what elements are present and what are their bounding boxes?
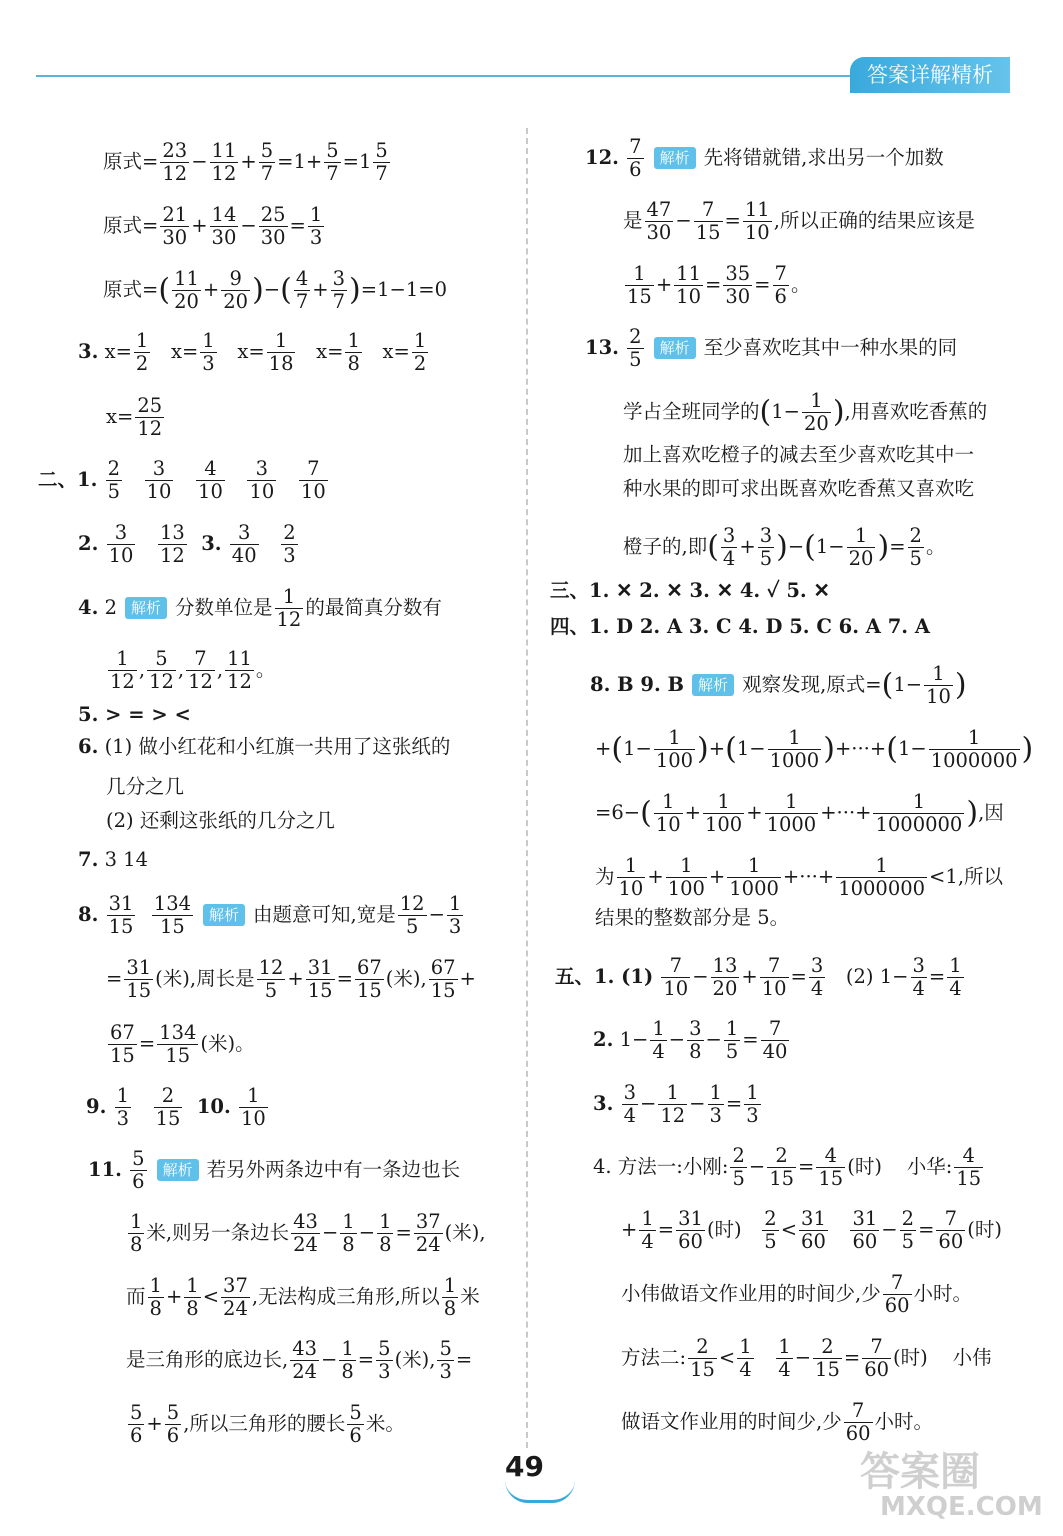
answer-line: $\frac{5}{6}$ + $\frac{5}{6}$ ,所以三角形的腰长 $\frac{5}{6}$ 米。 <box>130 1401 405 1447</box>
answer-line: 学占全班同学的(1− $\frac{1}{20}$ ),用喜欢吃香蕉的 <box>623 389 988 435</box>
answer-line: 2. $\frac{3}{10}$ $\frac{13}{12}$ 3. $\frac{3}{40}$ $\frac{2}{3}$ <box>78 521 296 567</box>
answer-line: 原式=( $\frac{11}{20}$ + $\frac{9}{20}$ )−( $\frac{4}{7}$ + $\frac{3}{7}$ )=1−1=0 <box>103 267 448 313</box>
answer-line: 二、1. $\frac{2}{5}$ $\frac{3}{10}$ $\frac{4}{10}$ $\frac{3}{10}$ $\frac{7}{10}$ <box>38 457 326 503</box>
jiexi-badge: 解析 <box>125 597 167 619</box>
answer-line: (2) 还剩这张纸的几分之几 <box>106 809 335 832</box>
answer-line: 橙子的,即( $\frac{3}{4}$ + $\frac{3}{5}$ )−(1− $\frac{1}{20}$ )= $\frac{2}{5}$ 。 <box>623 524 946 570</box>
answer-line: 4. 方法一:小刚: $\frac{2}{5}$ − $\frac{2}{15}$ = $\frac{4}{15}$ (时) 小华: $\frac{4}{15}$ <box>593 1144 982 1190</box>
answer-line: 为 $\frac{1}{10}$ + $\frac{1}{100}$ + $\frac{1}{1000}$ +···+ $\frac{1}{1000000}$ <1,所以 <box>595 854 1004 900</box>
answer-line: x= $\frac{25}{12}$ <box>106 394 163 440</box>
jiexi-badge: 解析 <box>654 147 696 169</box>
answer-line: 而 $\frac{1}{8}$ + $\frac{1}{8}$ < $\frac{37}{24}$ ,无法构成三角形,所以 $\frac{1}{8}$ 米 <box>126 1274 480 1320</box>
answer-line: 原式= $\frac{23}{12}$ − $\frac{11}{12}$ + $\frac{5}{7}$ =1+ $\frac{5}{7}$ =1 $\frac{5}{7}$ <box>103 139 388 185</box>
answer-line: +(1− $\frac{1}{100}$ )+(1− $\frac{1}{1000}$ )+···+(1− $\frac{1}{1000000}$ ) <box>595 726 1034 772</box>
answer-line: 三、1. ✕ 2. ✕ 3. ✕ 4. ✓ 5. ✕ <box>550 579 830 602</box>
header-tag: 答案详解精析 <box>850 57 1010 93</box>
jiexi-badge: 解析 <box>692 674 734 696</box>
answer-line: = $\frac{31}{15}$ (米),周长是 $\frac{12}{5}$ + $\frac{31}{15}$ = $\frac{67}{15}$ (米), $\frac{67}{15}$ + <box>106 956 476 1002</box>
answer-line: 4. 2 解析 分数单位是 $\frac{1}{12}$ 的最简真分数有 <box>78 585 442 631</box>
answer-line: 加上喜欢吃橙子的减去至少喜欢吃其中一 <box>623 443 975 466</box>
watermark-logo: 答案圈 <box>860 1449 980 1495</box>
jiexi-badge: 解析 <box>157 1159 199 1181</box>
answer-line: + $\frac{1}{4}$ = $\frac{31}{60}$ (时) $\frac{2}{5}$ < $\frac{31}{60}$ $\frac{31}{60}$ − $\frac{2}{5}$ = $\frac{7}{60}$ (时) <box>621 1207 1002 1253</box>
jiexi-badge: 解析 <box>203 904 245 926</box>
answer-line: 8. B 9. B 解析 观察发现,原式=(1− $\frac{1}{10}$ ) <box>590 662 967 708</box>
answer-line: 原式= $\frac{21}{30}$ + $\frac{14}{30}$ − $\frac{25}{30}$ = $\frac{1}{3}$ <box>103 203 323 249</box>
answer-line: 9. $\frac{1}{3}$ $\frac{2}{15}$ 10. $\frac{1}{10}$ <box>86 1084 266 1130</box>
answer-line: 方法二: $\frac{2}{15}$ < $\frac{1}{4}$ $\frac{1}{4}$ − $\frac{2}{15}$ = $\frac{7}{60}$ (时) 小伟 <box>621 1335 992 1381</box>
answer-line: $\frac{1}{12}$ , $\frac{5}{12}$ , $\frac{7}{12}$ , $\frac{11}{12}$ 。 <box>110 647 276 693</box>
watermark-url: MXQE.COM <box>880 1492 1043 1522</box>
answer-line: 3. $\frac{3}{4}$ − $\frac{1}{12}$ − $\frac{1}{3}$ = $\frac{1}{3}$ <box>593 1081 759 1127</box>
answer-line: 几分之几 <box>106 775 185 798</box>
answer-line: 是 $\frac{47}{30}$ − $\frac{7}{15}$ = $\frac{11}{10}$ ,所以正确的结果应该是 <box>623 198 975 244</box>
answer-line: =6−( $\frac{1}{10}$ + $\frac{1}{100}$ + $\frac{1}{1000}$ +···+ $\frac{1}{1000000}$ ),因 <box>595 790 1004 836</box>
answer-line: $\frac{67}{15}$ = $\frac{134}{15}$ (米)。 <box>110 1021 255 1067</box>
column-divider <box>526 128 528 1448</box>
page-number: 49 <box>505 1450 544 1483</box>
answer-line: 3. x= $\frac{1}{2}$ x= $\frac{1}{3}$ x= $\frac{1}{18}$ x= $\frac{1}{8}$ x= $\frac{1}{2}$ <box>78 329 427 375</box>
answer-line: 是三角形的底边长, $\frac{43}{24}$ − $\frac{1}{8}$ = $\frac{5}{3}$ (米), $\frac{5}{3}$ = <box>126 1337 473 1383</box>
answer-line: 6. (1) 做小红花和小红旗一共用了这张纸的 <box>78 735 451 758</box>
jiexi-badge: 解析 <box>654 337 696 359</box>
answer-line: 13. $\frac{2}{5}$ 解析 至少喜欢吃其中一种水果的同 <box>585 325 958 371</box>
answer-line: 8. $\frac{31}{15}$ $\frac{134}{15}$ 解析 由题意可知,宽是 $\frac{12}{5}$ − $\frac{1}{3}$ <box>78 892 462 938</box>
answer-line: 做语文作业用的时间少,少 $\frac{7}{60}$ 小时。 <box>621 1399 934 1445</box>
answer-line: $\frac{1}{8}$ 米,则另一条边长 $\frac{43}{24}$ − $\frac{1}{8}$ − $\frac{1}{8}$ = $\frac{37}{24}$ (米), <box>130 1210 486 1256</box>
answer-line: 五、1. (1) $\frac{7}{10}$ − $\frac{13}{20}$ + $\frac{7}{10}$ = $\frac{3}{4}$ (2) 1− $\frac{3}{4}$ = $\frac{1}{4}$ <box>555 954 962 1000</box>
answer-line: 7. 3 14 <box>78 848 148 871</box>
answer-line: 2. 1− $\frac{1}{4}$ − $\frac{3}{8}$ − $\frac{1}{5}$ = $\frac{7}{40}$ <box>593 1017 788 1063</box>
answer-line: 结果的整数部分是 5。 <box>595 906 790 929</box>
answer-line: 5. > = > < <box>78 703 191 726</box>
answer-line: 小伟做语文作业用的时间少,少 $\frac{7}{60}$ 小时。 <box>621 1271 973 1317</box>
answer-line: $\frac{1}{15}$ + $\frac{11}{10}$ = $\frac{35}{30}$ = $\frac{7}{6}$ 。 <box>627 262 811 308</box>
answer-line: 四、1. D 2. A 3. C 4. D 5. C 6. A 7. A <box>550 615 931 638</box>
page-number-swoosh <box>505 1480 575 1503</box>
answer-line: 12. $\frac{7}{6}$ 解析 先将错就错,求出另一个加数 <box>585 135 944 181</box>
answer-line: 种水果的即可求出既喜欢吃香蕉又喜欢吃 <box>623 477 975 500</box>
answer-line: 11. $\frac{5}{6}$ 解析 若另外两条边中有一条边也长 <box>88 1147 461 1193</box>
header-rule <box>36 75 856 77</box>
